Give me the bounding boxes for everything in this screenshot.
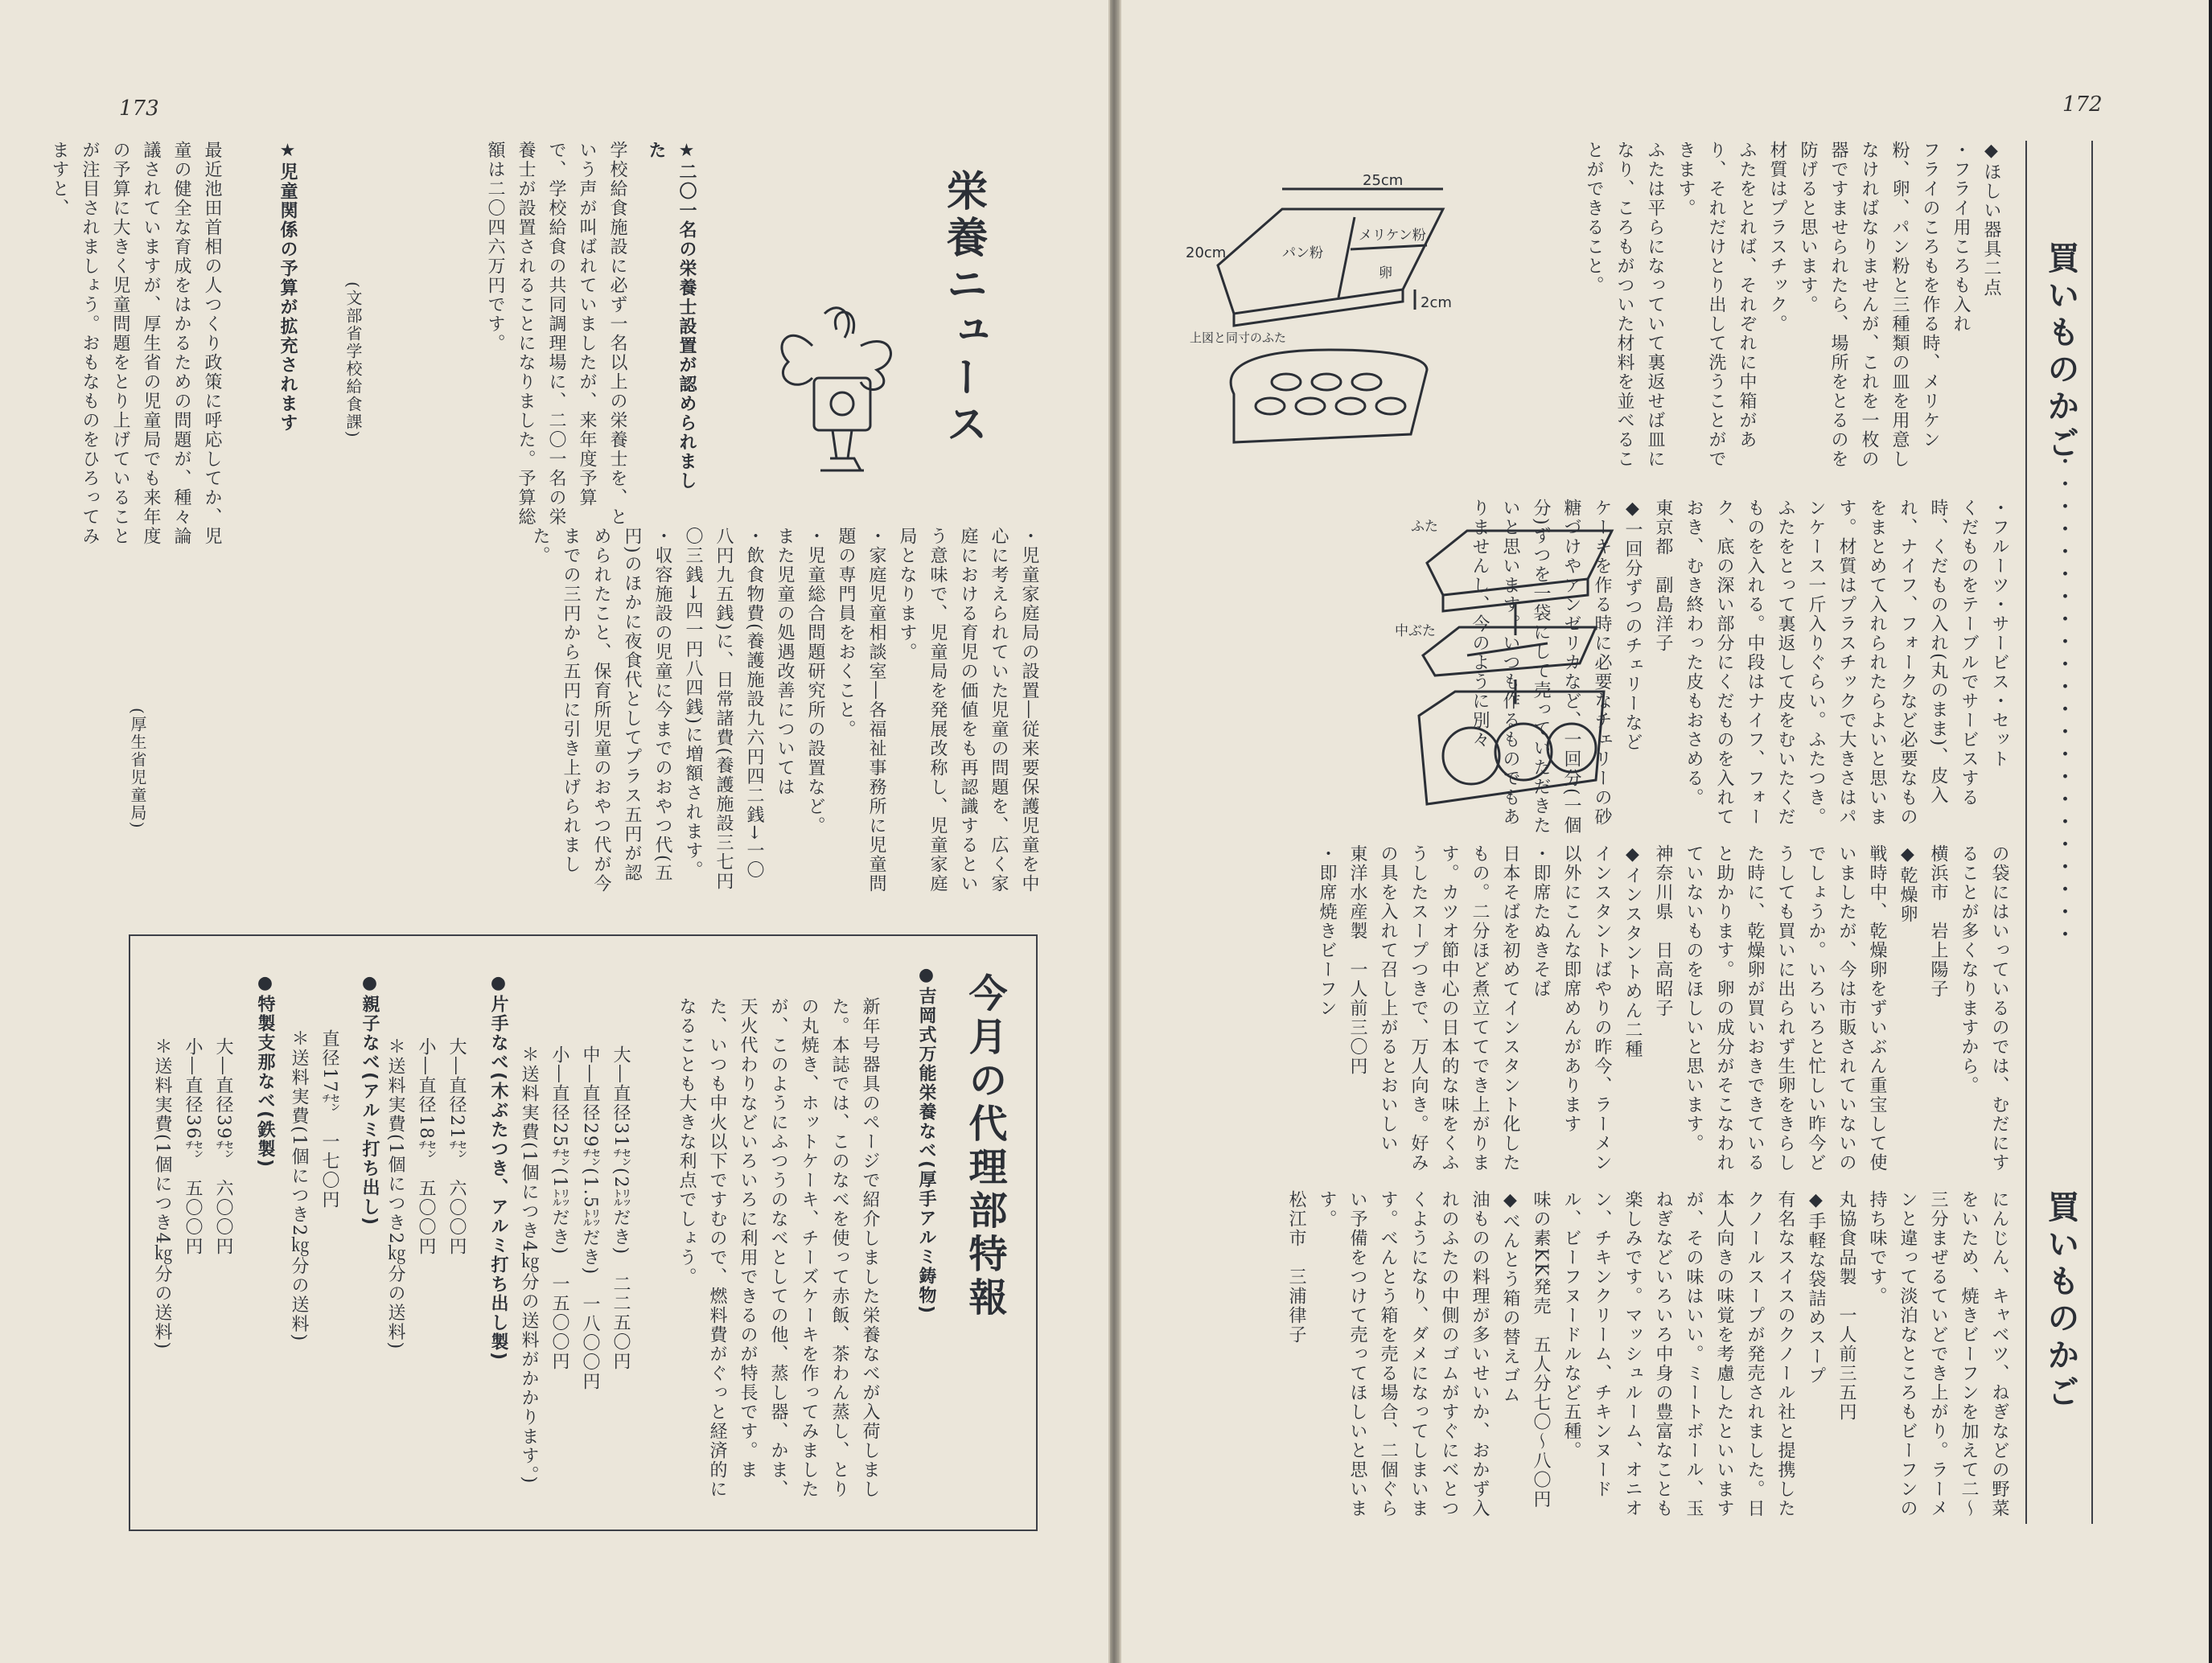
item2-credit: (厚生省児童局)	[128, 708, 147, 830]
pot-prices: 大―直径31㌢(2㍑だき) 二二五〇円 中―直径29㌢(1.5㍑だき) 一八〇〇円 小―直径25㌢(1㍑だき) 一五〇〇円 ＊送料実費(1個につき4㎏分の送料がかかります。)	[519, 1045, 631, 1485]
item1-credit: (文部省学校給食課)	[343, 281, 363, 439]
item2-body: 最近池田首相の人つくり政策に呼応してか、児童の健全な育成をはかるための問題が、種々論議されていますが、厚生省の児童局でも来年度の予算に大きく児童問題をとり上げていることが注目されましょう。おもなものをひろってみますと、	[49, 141, 222, 546]
section-column-4: にんじん、キャベツ、ねぎなどの野菜をいため、焼きビーフンを加えて二〜三分まぜるていどでき上がり。ラーメンと違って淡泊なところもビーフンの持ち味です。 丸協食品製 一人前三五円 ◆手軽な袋詰めスープ 有名なスイスのクノール社と提携したクノールスープが発売されました。日本人向きの味覚を考慮したといいますが、その味はいい。ミートボール、玉ねぎなどいろいろ中身の豊富なことも楽しみです。マッシュルーム、オニオン、チキンクリーム、チキンヌードル、ビーフヌードルなど五種。 味の素KK発売 五人分七〇〜八〇円 ◆べんとう箱の替えゴム 油ものの料理が多いせいか、おかず入れのふたの中側のゴムがすぐにベとつくようになり、ダメになってしまいます。べんとう箱を売る場合、二個ぐらい予備をつけて売ってほしいと思います。 松江市 三浦律子	[1286, 1190, 2009, 1518]
page-number-left: 173	[119, 96, 159, 121]
page-number-right: 172	[2062, 92, 2103, 117]
agency-title: 今月の代理部特報	[962, 973, 1007, 1320]
dim-depth-label: 20cm	[1186, 244, 1227, 261]
bread-crumb-label: パン粉	[1282, 245, 1323, 261]
section-column-1: ◆ほしい器具二点 ・フライ用ころも入れ フライのころもを作る時、メリケン粉、卵、パン粉と三種類の皿を用意しなければなりませんが、これを一枚の器ですませられたら、場所をとるのを防げると思います。 材質はプラスチック。 ふたをとれば、それぞれに中箱があり、それだけとり出して洗うことができます。 ふたは平らになっていて裏返せば皿になり、ころもがついた材料を並べることができること。	[1584, 141, 2001, 469]
lid-label: ふた	[1411, 519, 1438, 535]
dim-height-label: 2cm	[1421, 294, 1452, 311]
section-column-3: の袋にはいっているのでは、むだにすることが多くなりますから。 横浜市 岩上陽子 ◆乾燥卵 戦時中、乾燥卵をずいぶん重宝して使いましたが、今は市販されていないのでしょうか。いろいろと忙しい昨今どうしても買いに出られず生卵をきらした時に、乾燥卵が買いおきできていると助かります。卵の成分がそこなわれていないものをほしいと思います。 神奈川県 日高昭子 ◆インスタントめん二種 インスタントばやりの昨今、ラーメン以外にこんな即席めんがあります ・即席たぬきそば 日本そばを初めてインスタント化したもの。二分ほど煮立ててでき上がります。カツオ節中心の日本的な味をくふうしたスープつきで、万人向き。好みの具を入れて召し上がるとおいしい 東洋水産製 一人前三〇円 ・即席焼きビーフン	[1317, 844, 2009, 1172]
katate-prices: 大―直径21㌢ 六〇〇円 小―直径18㌢ 五〇〇円 ＊送料実費(1個につき2㎏分の送料)	[385, 1037, 467, 1351]
middle-lid-label: 中ぶた	[1395, 623, 1436, 639]
oyako-head: ●親子なべ(アルミ打ち出し)	[360, 973, 380, 1227]
item1-head: ★二〇一名の栄養士設置が認められました	[646, 141, 697, 491]
pot-head: ●吉岡式万能栄養なべ(厚手アルミ鋳物)	[916, 965, 936, 1316]
dim-width-label: 25cm	[1363, 172, 1404, 189]
item2-head: ★児童関係の予算が拡充されます	[278, 141, 298, 433]
title-dots: ・・・・・・・・・・・・・・・・・・・・・・	[2051, 450, 2075, 946]
right-page	[1120, 0, 2209, 1663]
shina-head: ●特製支那なべ(鉄製)	[255, 973, 275, 1169]
title-bottom: 買いものかご	[2042, 1190, 2079, 1412]
shina-prices: 大―直径39㌢ 六〇〇円 小―直径36㌢ 五〇〇円 ＊送料実費(1個につき4㎏分の送料)	[152, 1037, 233, 1351]
section-column-2: ・フルーツ・サービス・セット くだものをテーブルでサービスする時、くだもの入れ(丸のまま)、皮入れ、ナイフ、フォークなど必要なものをまとめて入れられたらよいと思います。材質はプラスチックで大きさはパンケース一斤入りぐらい。ふたつき。 ふたをとって裏返して皮をむいたくだものを入れる。中段はナイフ、フォーク、底の深い部分にくだものを入れておき、むき終わった皮もおさめる。 東京都 副島洋子 ◆一回分ずつのチェリーなど ケーキを作る時に必要なチェリーの砂糖づけやアンゼリカなど、一回分(一個分)ずつを一袋にして売っていただきたいと思います。いつも作るものでもありませんし、今のように別々	[1470, 499, 2009, 836]
item2-list: ・児童家庭局の設置―従来要保護児童を中心に考えられていた児童の問題を、広く家庭における育児の価値をも再認識するという意味で、児童局を発展改称し、児童家庭局となります。 ・家庭児童相談室―各福祉事務所に児童問題の専門員をおくこと。 ・児童総合問題研究所の設置など。 また児童の処遇改善については ・飲食物費(養護施設九六円四二銭→一〇八円九五銭)に、日常諸費(養護施設三七円〇三銭→四一円八四銭)に増額されます。 ・収容施設の児童に今までのおやつ代(五円)のほかに夜食代としてプラス五円が認められたこと、保育所児童のおやつ代が今までの三円から五円に引き上げられました。	[530, 527, 1039, 893]
oyako-prices: 直径17㌢ 一七〇円 ＊送料実費(1個につき2㎏分の送料)	[289, 1029, 339, 1343]
item1-body: 学校給食施設に必ず一名以上の栄養士を、という声が叫ばれていましたが、来年度予算で、学校給食の共同調理場に、二〇一名の栄養士が設置されることになりました。予算総額は二〇四六万円です。	[485, 141, 627, 527]
pot-body: 新年号器具のページで紹介しました栄養なべが入荷しました。本誌では、このなべを使って赤飯、茶わん蒸し、とりの丸焼き、ホットケーキ、チーズケーキを作ってみましたが、このようにふつうのなべとしての他、蒸し器、かま、天火代わりなどいろいろに利用できるのが特長です。また、いつも中火以下ですむので、燃料費がぐっと経済的になることも大きな利点でしょう。	[676, 997, 880, 1499]
flower-vase-illustration	[764, 298, 917, 482]
flour-label: メリケン粉	[1359, 228, 1426, 244]
nutrition-news-title: 栄養ニュース	[939, 169, 987, 449]
egg-label: 卵	[1379, 265, 1392, 281]
lid-note-label: 上図と同寸のふた	[1190, 331, 1287, 345]
katate-head: ●片手なべ(木ぶたつき、アルミ打ち出し製)	[488, 973, 508, 1362]
title-top: 買いものかご	[2042, 241, 2079, 463]
fry-batter-box-illustration	[1186, 169, 1491, 458]
